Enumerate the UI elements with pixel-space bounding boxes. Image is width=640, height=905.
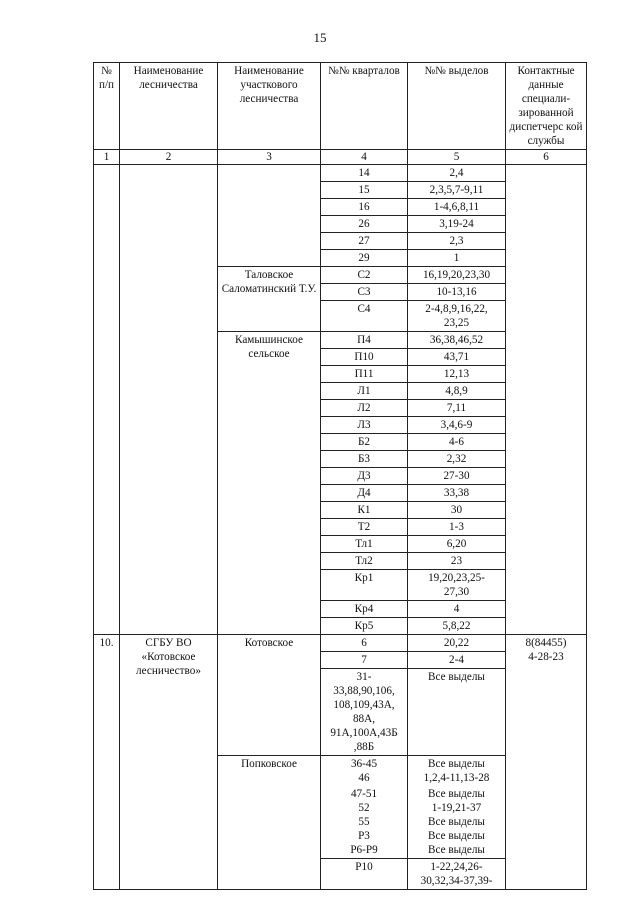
allotment-cell: 2,3,5,7-9,11 <box>408 182 506 199</box>
quarter-cell: П4 <box>321 332 408 349</box>
header-cell: Наименование лесничества <box>120 63 218 150</box>
allotment-cell: 33,38 <box>408 485 506 502</box>
forestry-name-cell <box>120 165 218 635</box>
quarter-cell: Т2 <box>321 519 408 536</box>
quarter-cell: П10 <box>321 349 408 366</box>
quarter-cell: П11 <box>321 366 408 383</box>
allotment-cell: 20,22 <box>408 635 506 652</box>
quarter-cell: Тл1 <box>321 536 408 553</box>
page-number: 15 <box>313 30 327 45</box>
index-cell: 6 <box>506 150 587 165</box>
allotment-cell: Все выделы <box>408 669 506 756</box>
district-cell: Попковское <box>218 756 321 890</box>
quarter-cell: 26 <box>321 216 408 233</box>
quarter-cell: 27 <box>321 233 408 250</box>
table-row <box>94 165 587 182</box>
header-row <box>94 63 587 150</box>
quarter-cell: 7 <box>321 652 408 669</box>
contact-cell: 8(84455) 4-28-23 <box>506 635 587 890</box>
allotment-cell: 2-4 <box>408 652 506 669</box>
forestry-name-cell: СГБУ ВО «Котовское лесничество» <box>120 635 218 890</box>
allotment-cell: 2,3 <box>408 233 506 250</box>
quarter-cell: Б2 <box>321 434 408 451</box>
allotment-cell: 1-4,6,8,11 <box>408 199 506 216</box>
index-cell: 1 <box>94 150 120 165</box>
quarter-cell: С4 <box>321 301 408 332</box>
quarter-cell: 29 <box>321 250 408 267</box>
quarter-cell: Л3 <box>321 417 408 434</box>
allotment-cell: 3,19-24 <box>408 216 506 233</box>
allotment-cell: 12,13 <box>408 366 506 383</box>
allotment-cell: 23 <box>408 553 506 570</box>
header-cell: №№ выделов <box>408 63 506 150</box>
quarter-cell: Д3 <box>321 468 408 485</box>
allotment-cell: 10-13,16 <box>408 284 506 301</box>
allotment-cell: 4,8,9 <box>408 383 506 400</box>
quarter-cell: 36-45 46 <box>321 756 408 787</box>
quarter-cell: Кр5 <box>321 618 408 635</box>
allotment-cell: 1-3 <box>408 519 506 536</box>
index-cell: 3 <box>218 150 321 165</box>
allotment-cell: 1-22,24,26- 30,32,34-37,39- <box>408 859 506 890</box>
header-cell: № п/п <box>94 63 120 150</box>
allotment-cell: 43,71 <box>408 349 506 366</box>
quarter-cell: 15 <box>321 182 408 199</box>
allotment-cell: 6,20 <box>408 536 506 553</box>
allotment-cell: 2,32 <box>408 451 506 468</box>
allotment-cell: 27-30 <box>408 468 506 485</box>
quarter-cell: 6 <box>321 635 408 652</box>
quarter-cell: 31- 33,88,90,106, 108,109,43А, 88А, 91А,100А,43Б ,88Б <box>321 669 408 756</box>
allotment-cell: 5,8,22 <box>408 618 506 635</box>
allotment-cell: 2,4 <box>408 165 506 182</box>
header-cell: Контактные данные специали-зированной диспетчерс кой службы <box>506 63 587 150</box>
allotment-cell: Все выделы 1-19,21-37 Все выделы Все выделы Все выделы <box>408 786 506 859</box>
header-cell: №№ кварталов <box>321 63 408 150</box>
index-cell: 5 <box>408 150 506 165</box>
quarter-cell: 16 <box>321 199 408 216</box>
quarter-cell: Л1 <box>321 383 408 400</box>
allotment-cell: 3,4,6-9 <box>408 417 506 434</box>
quarter-cell: 47-51 52 55 Р3 Р6-Р9 <box>321 786 408 859</box>
number-cell <box>94 165 120 635</box>
quarter-cell: Л2 <box>321 400 408 417</box>
allotment-cell: 7,11 <box>408 400 506 417</box>
district-cell: Котовское <box>218 635 321 756</box>
number-cell: 10. <box>94 635 120 890</box>
district-cell <box>218 165 321 267</box>
index-cell: 4 <box>321 150 408 165</box>
table-row <box>94 635 587 652</box>
quarter-cell: К1 <box>321 502 408 519</box>
quarter-cell: Тл2 <box>321 553 408 570</box>
allotment-cell: 30 <box>408 502 506 519</box>
allotment-cell: Все выделы 1,2,4-11,13-28 <box>408 756 506 787</box>
quarter-cell: Б3 <box>321 451 408 468</box>
quarter-cell: Р10 <box>321 859 408 890</box>
allotment-cell: 2-4,8,9,16,22, 23,25 <box>408 301 506 332</box>
quarter-cell: Д4 <box>321 485 408 502</box>
forestry-table <box>93 62 587 890</box>
allotment-cell: 1 <box>408 250 506 267</box>
index-cell: 2 <box>120 150 218 165</box>
allotment-cell: 16,19,20,23,30 <box>408 267 506 284</box>
quarter-cell: 14 <box>321 165 408 182</box>
district-cell: Таловское Саломатинский Т.У. <box>218 267 321 332</box>
column-index-row <box>94 150 587 165</box>
header-cell: Наименование участкового лесничества <box>218 63 321 150</box>
allotment-cell: 36,38,46,52 <box>408 332 506 349</box>
allotment-cell: 19,20,23,25- 27,30 <box>408 570 506 601</box>
quarter-cell: Кр1 <box>321 570 408 601</box>
allotment-cell: 4-6 <box>408 434 506 451</box>
quarter-cell: С3 <box>321 284 408 301</box>
quarter-cell: Кр4 <box>321 601 408 618</box>
allotment-cell: 4 <box>408 601 506 618</box>
quarter-cell: С2 <box>321 267 408 284</box>
district-cell: Камышинское сельское <box>218 332 321 635</box>
contact-cell <box>506 165 587 635</box>
